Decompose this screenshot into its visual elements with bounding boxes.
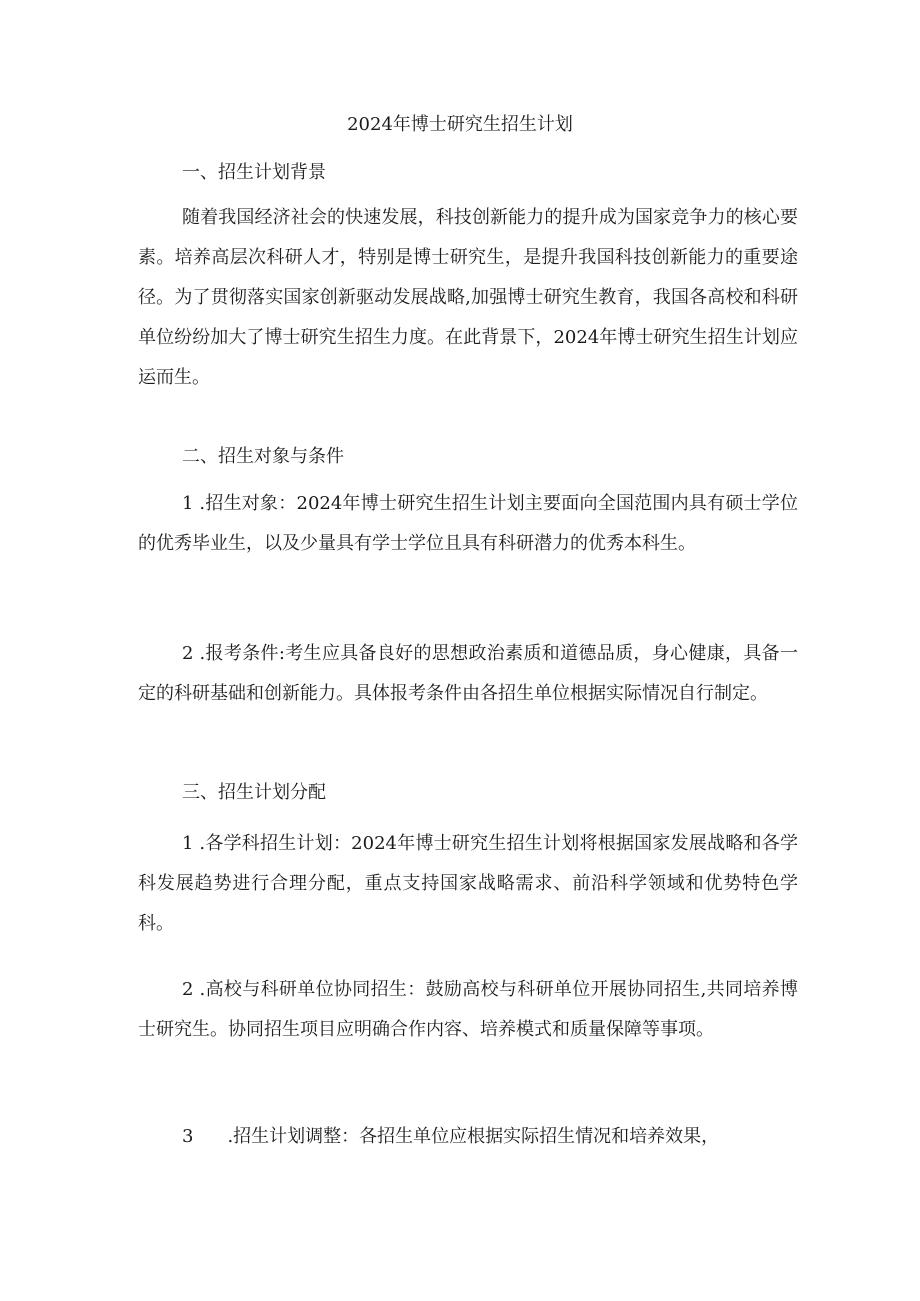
paragraph-eligibility-target: 1 .招生对象：2024年博士研究生招生计划主要面向全国范围内具有硕士学位的优秀毕业生，以及少量具有学士学位且具有科研潜力的优秀本科生。 [138,493,798,554]
section-heading-background: 一、招生计划背景 [182,162,326,183]
trailing-item-number: 3 [182,1126,194,1147]
paragraph-allocation-collaboration: 2 .高校与科研单位协同招生：鼓励高校与科研单位开展协同招生,共同培养博士研究生。协同招生项目应明确合作内容、培养模式和质量保障等事项。 [138,979,798,1040]
trailing-item-text: .招生计划调整：各招生单位应根据实际招生情况和培养效果， [227,1126,720,1147]
paragraph-allocation-disciplines: 1 .各学科招生计划：2024年博士研究生招生计划将根据国家发展战略和各学科发展趋势进行合理分配，重点支持国家战略需求、前沿科学领域和优势特色学科。 [138,833,798,934]
section-heading-allocation: 三、招生计划分配 [182,782,326,803]
document-title: 2024年博士研究生招生计划 [347,114,573,135]
trailing-list-item [182,1124,719,1150]
paragraph-eligibility-conditions: 2 .报考条件:考生应具备良好的思想政治素质和道德品质，身心健康，具备一定的科研基础和创新能力。具体报考条件由各招生单位根据实际情况自行制定。 [138,643,798,704]
section-heading-eligibility: 二、招生对象与条件 [182,446,344,467]
paragraph-background: 随着我国经济社会的快速发展，科技创新能力的提升成为国家竞争力的核心要素。培养高层次科研人才，特别是博士研究生，是提升我国科技创新能力的重要途径。为了贯彻落实国家创新驱动发展战略,加强博士研究生教育，我国各高校和科研单位纷纷加大了博士研究生招生力度。在此背景下，2024年博士研究生招生计划应运而生。 [138,207,798,388]
